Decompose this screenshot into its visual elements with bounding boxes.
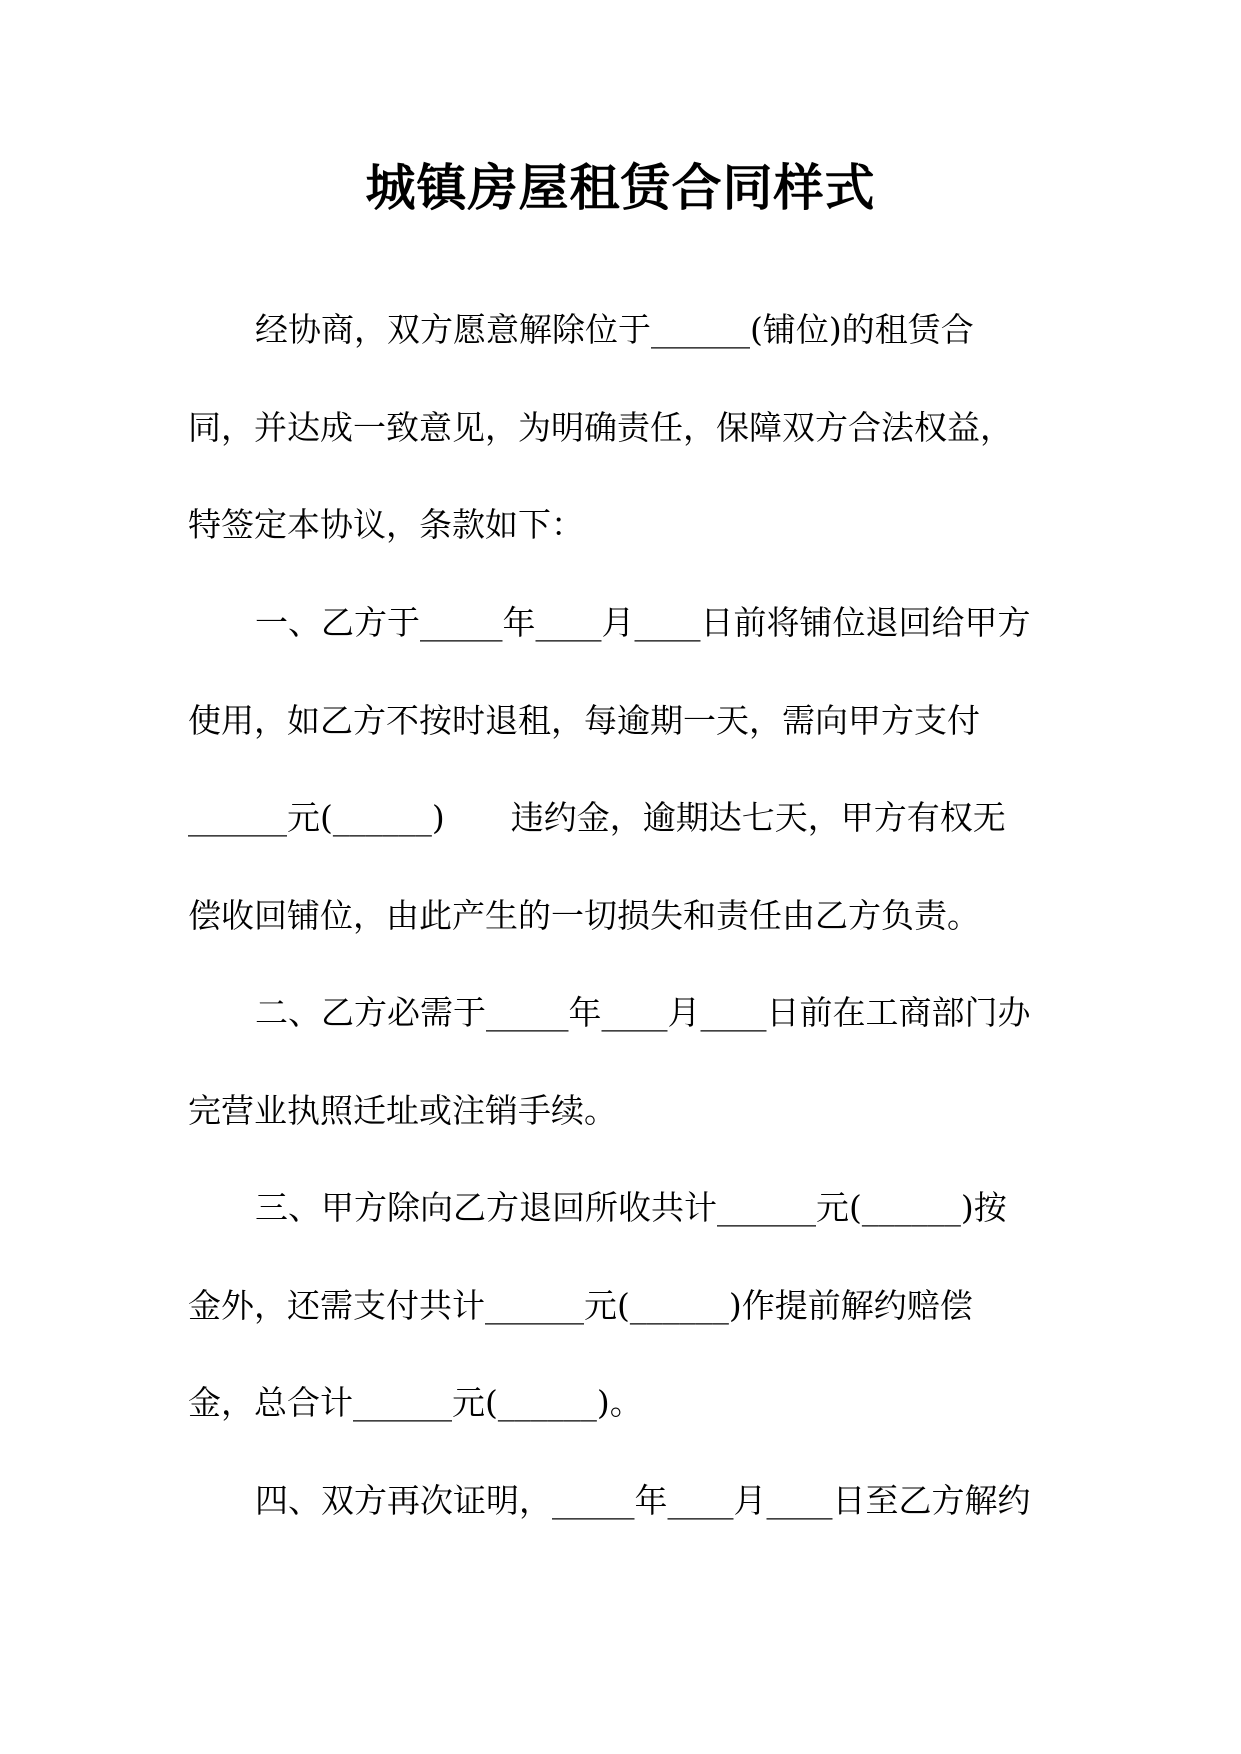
clause-1-line: ______元(______) 违约金，逾期达七天，甲方有权无 xyxy=(188,798,1006,837)
clause-4-line: 四、双方再次证明，_____年____月____日至乙方解约 xyxy=(255,1481,1031,1520)
paragraph-line: 同，并达成一致意见，为明确责任，保障双方合法权益， xyxy=(188,408,1013,447)
clause-2-line: 二、乙方必需于_____年____月____日前在工商部门办 xyxy=(255,993,1031,1032)
document-title: 城镇房屋租赁合同样式 xyxy=(365,158,876,217)
clause-3-line: 三、甲方除向乙方退回所收共计______元(______)按 xyxy=(255,1188,1007,1227)
clause-1-line: 一、乙方于_____年____月____日前将铺位退回给甲方 xyxy=(255,603,1031,642)
clause-1-line: 偿收回铺位，由此产生的一切损失和责任由乙方负责。 xyxy=(188,896,980,935)
paragraph-line: 特签定本协议，条款如下： xyxy=(188,505,584,544)
clause-1-line: 使用，如乙方不按时退租，每逾期一天，需向甲方支付 xyxy=(188,701,980,740)
clause-3-line: 金，总合计______元(______)。 xyxy=(188,1383,643,1422)
paragraph-line: 经协商，双方愿意解除位于______(铺位)的租赁合 xyxy=(255,310,974,349)
clause-2-line: 完营业执照迁址或注销手续。 xyxy=(188,1091,617,1130)
clause-3-line: 金外，还需支付共计______元(______)作提前解约赔偿 xyxy=(188,1286,973,1325)
